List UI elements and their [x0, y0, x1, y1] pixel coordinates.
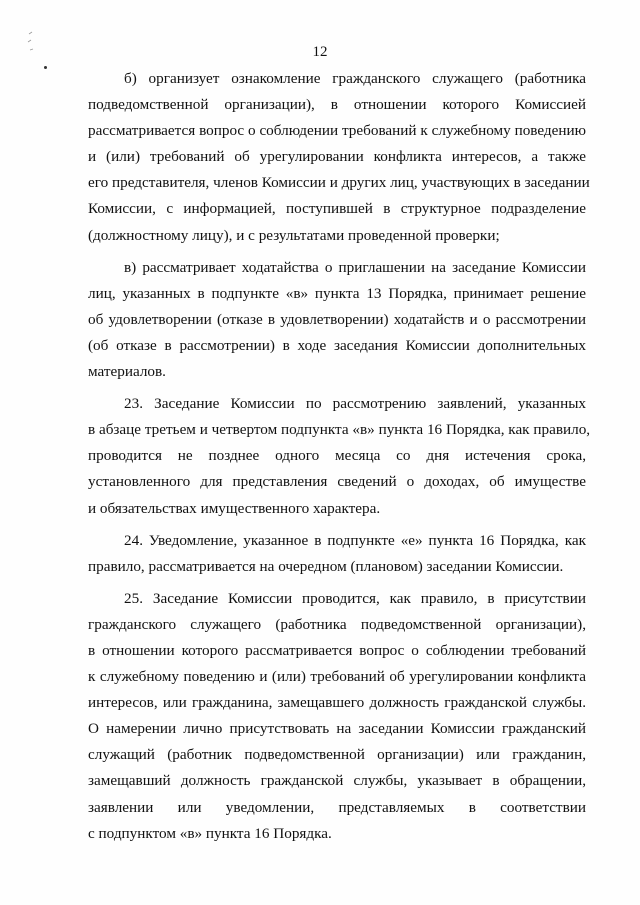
text-line: с подпунктом «в» пункта 16 Порядка. [88, 824, 332, 842]
text-line: служащий (работник подведомственной организации) или гражданин, [88, 746, 586, 764]
text-line: интересов, или гражданина, замещавшего должность гражданской службы. [88, 694, 586, 712]
text-line: об удовлетворении (отказе в удовлетворении) ходатайств и о рассмотрении [88, 310, 586, 328]
paragraph-24 [88, 528, 586, 580]
paragraph-b [88, 66, 590, 249]
text-line: (должностному лицу), и с результатами проведенной проверки; [88, 226, 500, 244]
text-line: установленного для представления сведений о доходах, об имуществе [88, 473, 586, 491]
text-line: 25. Заседание Комиссии проводится, как правило, в присутствии [124, 589, 586, 607]
text-line: заявлении или уведомлении, представляемых в соответствии [88, 798, 586, 816]
text-line: лиц, указанных в подпункте «в» пункта 13 Порядка, принимает решение [88, 284, 586, 302]
text-line: в абзаце третьем и четвертом подпункта «в» пункта 16 Порядка, как правило, [88, 421, 591, 439]
text-line: материалов. [88, 363, 166, 381]
text-line: б) организует ознакомление гражданского служащего (работника [124, 70, 586, 87]
text-line: О намерении лично присутствовать на заседании Комиссии гражданский [88, 720, 586, 738]
text-line: и обязательствах имущественного характера. [88, 499, 381, 517]
text-line: к служебному поведению и (или) требований об урегулировании конфликта [88, 668, 586, 686]
text-line: замещавший должность гражданской службы, указывает в обращении, [88, 772, 586, 790]
paragraph-25 [88, 586, 586, 847]
paragraph-v [88, 255, 586, 385]
text-line: 24. Уведомление, указанное в подпункте «е» пункта 16 Порядка, как [124, 531, 586, 549]
page-number: 12 [312, 44, 328, 60]
paragraph-23 [88, 391, 591, 521]
text-line: гражданского служащего (работника подведомственной организации), [88, 615, 586, 633]
scan-artifact-dot [44, 66, 47, 69]
document-body [88, 66, 591, 847]
text-line: и (или) требований об урегулировании конфликта интересов, а также [88, 148, 586, 166]
text-line: в отношении которого рассматривается вопрос о соблюдении требований [88, 641, 586, 659]
text-line: в) рассматривает ходатайства о приглашении на заседание Комиссии [124, 258, 586, 276]
text-line: 23. Заседание Комиссии по рассмотрению заявлений, указанных [124, 395, 586, 413]
text-line: его представителя, членов Комиссии и других лиц, участвующих в заседании [88, 174, 590, 192]
text-line: Комиссии, с информацией, поступившей в структурное подразделение [88, 200, 586, 218]
text-line: (об отказе в рассмотрении) в ходе заседания Комиссии дополнительных [88, 336, 586, 354]
text-line: правило, рассматривается на очередном (плановом) заседании Комиссии. [88, 557, 564, 575]
text-line: проводится не позднее одного месяца со дня истечения срока, [88, 447, 586, 465]
text-line: рассматривается вопрос о соблюдении требований к служебному поведению [88, 122, 586, 140]
text-line: подведомственной организации), в отношении которого Комиссией [88, 96, 586, 114]
